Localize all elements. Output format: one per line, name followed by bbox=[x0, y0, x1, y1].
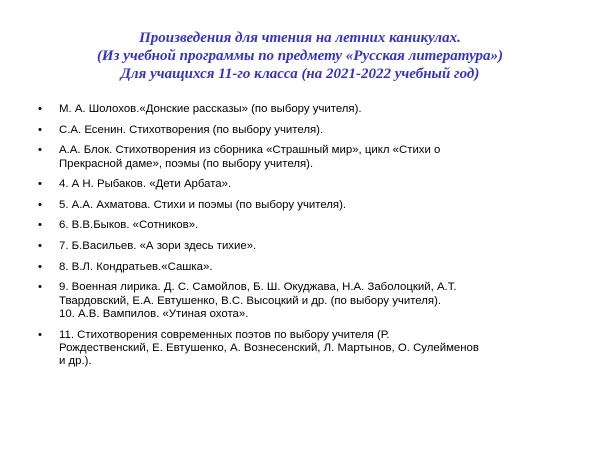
list-item bbox=[38, 178, 558, 191]
bullet: • bbox=[38, 103, 42, 115]
title-line-2: (Из учебной программы по предмету «Русская литература») bbox=[96, 48, 504, 64]
list-item-text: А.А. Блок. Стихотворения из сборника «Страшный мир», цикл «Стихи о bbox=[59, 144, 441, 157]
bullet: • bbox=[38, 260, 42, 273]
bullet: • bbox=[38, 328, 42, 341]
bullet: • bbox=[38, 144, 42, 157]
list-item bbox=[38, 124, 558, 137]
list-item-text: М. А. Шолохов.«Донские рассказы» (по выбору учителя). bbox=[59, 103, 362, 115]
list-item bbox=[38, 103, 558, 116]
list-item bbox=[38, 199, 558, 212]
list-item-text: Твардовский, Е.А. Евтушенко, В.С. Высоцкий и др. (по выбору учителя). bbox=[59, 294, 442, 307]
list-item-text: 7. Б.Васильев. «А зори здесь тихие». bbox=[59, 239, 257, 252]
list-item bbox=[38, 329, 558, 369]
list-item bbox=[38, 144, 558, 171]
list-item-text: 8. В.Л. Кондратьев.«Сашка». bbox=[59, 260, 213, 273]
list-item bbox=[38, 281, 558, 321]
bullet: • bbox=[38, 219, 42, 232]
bullet: • bbox=[38, 281, 42, 294]
list-item bbox=[38, 240, 558, 253]
list-item-text: 4. А Н. Рыбаков. «Дети Арбата». bbox=[59, 178, 232, 191]
title-line-3: Для учащихся 11-го класса (на 2021-2022 учебный год) bbox=[120, 66, 480, 82]
list-item-text: 9. Военная лирика. Д. С. Самойлов, Б. Ш. Окуджава, Н.А. Заболоцкий, А.Т. bbox=[59, 281, 457, 294]
title-line-1: Произведения для чтения на летних каникулах. bbox=[139, 30, 461, 46]
list-item bbox=[38, 219, 558, 232]
list-item-text: 10. А.В. Вампилов. «Утиная охота». bbox=[59, 307, 249, 320]
bullet: • bbox=[38, 123, 42, 136]
list-item-text: Рождественский, Е. Евтушенко, А. Вознесенский, Л. Мартынов, О. Сулейменов bbox=[59, 341, 479, 354]
list-item-text: С.А. Есенин. Стихотворения (по выбору учителя). bbox=[59, 123, 324, 136]
reading-list bbox=[38, 103, 558, 376]
slide-title bbox=[20, 29, 580, 83]
list-item-text: Прекрасной даме», поэмы (по выбору учителя). bbox=[59, 157, 314, 170]
list-item-text: 5. А.А. Ахматова. Стихи и поэмы (по выбору учителя). bbox=[59, 198, 347, 211]
list-item-text: 11. Стихотворения современных поэтов по выбору учителя (Р. bbox=[59, 328, 390, 341]
bullet: • bbox=[38, 239, 42, 252]
list-item bbox=[38, 261, 558, 274]
bullet: • bbox=[38, 178, 42, 191]
list-item-text: 6. В.В.Быков. «Сотников». bbox=[59, 219, 199, 232]
bullet: • bbox=[38, 198, 42, 211]
list-item-text: и др.). bbox=[59, 355, 92, 368]
